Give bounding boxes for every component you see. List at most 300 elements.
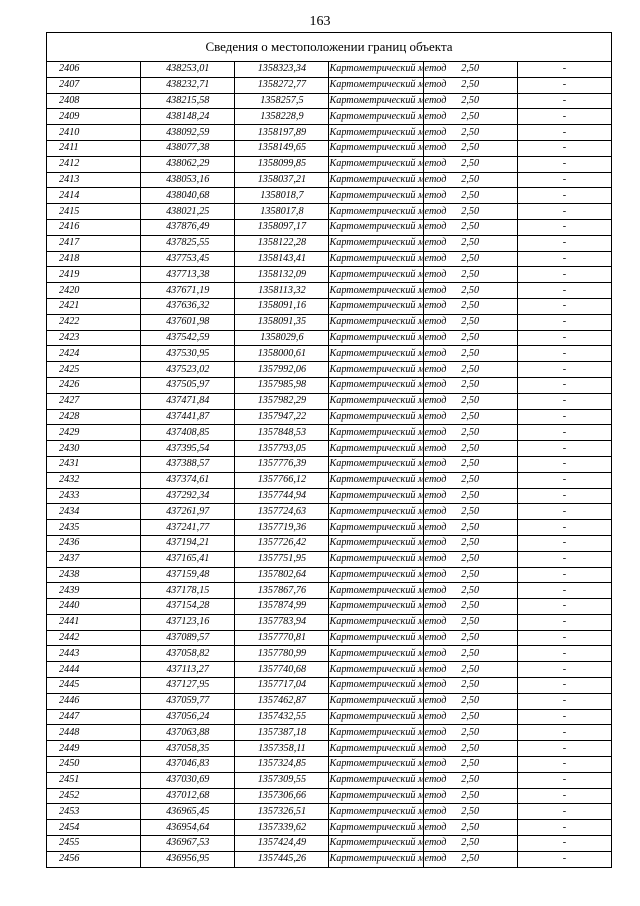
y-coordinate-cell: 1357719,36 xyxy=(235,520,329,536)
precision-cell: 2,50 xyxy=(423,62,517,78)
y-coordinate-cell: 1357867,76 xyxy=(235,583,329,599)
table-row xyxy=(47,267,612,283)
x-coordinate-cell: 437753,45 xyxy=(141,251,235,267)
precision-cell: 2,50 xyxy=(423,599,517,615)
table-row xyxy=(47,741,612,757)
method-cell: Картометрический метод xyxy=(329,283,423,299)
precision-cell: 2,50 xyxy=(423,377,517,393)
point-number-cell: 2426 xyxy=(47,377,141,393)
y-coordinate-cell: 1357740,68 xyxy=(235,662,329,678)
description-cell: - xyxy=(517,788,611,804)
table-header-row xyxy=(47,33,612,62)
point-number-cell: 2417 xyxy=(47,235,141,251)
precision-cell: 2,50 xyxy=(423,725,517,741)
method-cell: Картометрический метод xyxy=(329,456,423,472)
description-cell: - xyxy=(517,346,611,362)
method-cell: Картометрический метод xyxy=(329,851,423,867)
description-cell: - xyxy=(517,441,611,457)
table-row xyxy=(47,456,612,472)
method-cell: Картометрический метод xyxy=(329,646,423,662)
point-number-cell: 2440 xyxy=(47,599,141,615)
y-coordinate-cell: 1357387,18 xyxy=(235,725,329,741)
point-number-cell: 2433 xyxy=(47,488,141,504)
table-row xyxy=(47,156,612,172)
table-row xyxy=(47,93,612,109)
precision-cell: 2,50 xyxy=(423,488,517,504)
point-number-cell: 2434 xyxy=(47,504,141,520)
table-row xyxy=(47,820,612,836)
method-cell: Картометрический метод xyxy=(329,219,423,235)
y-coordinate-cell: 1358257,5 xyxy=(235,93,329,109)
description-cell: - xyxy=(517,393,611,409)
table-row xyxy=(47,172,612,188)
method-cell: Картометрический метод xyxy=(329,425,423,441)
precision-cell: 2,50 xyxy=(423,678,517,694)
table-row xyxy=(47,235,612,251)
description-cell: - xyxy=(517,488,611,504)
description-cell: - xyxy=(517,772,611,788)
description-cell: - xyxy=(517,62,611,78)
x-coordinate-cell: 437123,16 xyxy=(141,614,235,630)
description-cell: - xyxy=(517,678,611,694)
point-number-cell: 2421 xyxy=(47,298,141,314)
description-cell: - xyxy=(517,693,611,709)
method-cell: Картометрический метод xyxy=(329,599,423,615)
x-coordinate-cell: 436956,95 xyxy=(141,851,235,867)
method-cell: Картометрический метод xyxy=(329,235,423,251)
x-coordinate-cell: 437388,57 xyxy=(141,456,235,472)
x-coordinate-cell: 438021,25 xyxy=(141,204,235,220)
method-cell: Картометрический метод xyxy=(329,62,423,78)
table-row xyxy=(47,330,612,346)
method-cell: Картометрический метод xyxy=(329,836,423,852)
description-cell: - xyxy=(517,614,611,630)
point-number-cell: 2415 xyxy=(47,204,141,220)
precision-cell: 2,50 xyxy=(423,235,517,251)
method-cell: Картометрический метод xyxy=(329,393,423,409)
table-row xyxy=(47,662,612,678)
precision-cell: 2,50 xyxy=(423,93,517,109)
y-coordinate-cell: 1358149,65 xyxy=(235,140,329,156)
point-number-cell: 2407 xyxy=(47,77,141,93)
x-coordinate-cell: 438232,71 xyxy=(141,77,235,93)
description-cell: - xyxy=(517,804,611,820)
method-cell: Картометрический метод xyxy=(329,77,423,93)
description-cell: - xyxy=(517,267,611,283)
y-coordinate-cell: 1357462,87 xyxy=(235,693,329,709)
y-coordinate-cell: 1357848,53 xyxy=(235,425,329,441)
description-cell: - xyxy=(517,156,611,172)
point-number-cell: 2418 xyxy=(47,251,141,267)
description-cell: - xyxy=(517,820,611,836)
point-number-cell: 2429 xyxy=(47,425,141,441)
x-coordinate-cell: 437636,32 xyxy=(141,298,235,314)
y-coordinate-cell: 1358323,34 xyxy=(235,62,329,78)
point-number-cell: 2454 xyxy=(47,820,141,836)
description-cell: - xyxy=(517,219,611,235)
point-number-cell: 2420 xyxy=(47,283,141,299)
description-cell: - xyxy=(517,836,611,852)
y-coordinate-cell: 1357326,51 xyxy=(235,804,329,820)
method-cell: Картометрический метод xyxy=(329,741,423,757)
point-number-cell: 2446 xyxy=(47,693,141,709)
x-coordinate-cell: 437012,68 xyxy=(141,788,235,804)
table-row xyxy=(47,567,612,583)
description-cell: - xyxy=(517,172,611,188)
point-number-cell: 2412 xyxy=(47,156,141,172)
table-row xyxy=(47,298,612,314)
method-cell: Картометрический метод xyxy=(329,172,423,188)
y-coordinate-cell: 1357985,98 xyxy=(235,377,329,393)
table-row xyxy=(47,836,612,852)
x-coordinate-cell: 438253,01 xyxy=(141,62,235,78)
x-coordinate-cell: 437056,24 xyxy=(141,709,235,725)
y-coordinate-cell: 1357793,05 xyxy=(235,441,329,457)
precision-cell: 2,50 xyxy=(423,804,517,820)
precision-cell: 2,50 xyxy=(423,504,517,520)
method-cell: Картометрический метод xyxy=(329,377,423,393)
precision-cell: 2,50 xyxy=(423,741,517,757)
description-cell: - xyxy=(517,646,611,662)
precision-cell: 2,50 xyxy=(423,630,517,646)
x-coordinate-cell: 438053,16 xyxy=(141,172,235,188)
table-row xyxy=(47,362,612,378)
description-cell: - xyxy=(517,456,611,472)
x-coordinate-cell: 437165,41 xyxy=(141,551,235,567)
description-cell: - xyxy=(517,757,611,773)
precision-cell: 2,50 xyxy=(423,346,517,362)
precision-cell: 2,50 xyxy=(423,156,517,172)
description-cell: - xyxy=(517,599,611,615)
page-number: 163 xyxy=(309,14,331,29)
point-number-cell: 2409 xyxy=(47,109,141,125)
point-number-cell: 2439 xyxy=(47,583,141,599)
point-number-cell: 2450 xyxy=(47,757,141,773)
precision-cell: 2,50 xyxy=(423,188,517,204)
point-number-cell: 2427 xyxy=(47,393,141,409)
y-coordinate-cell: 1358122,28 xyxy=(235,235,329,251)
x-coordinate-cell: 437058,35 xyxy=(141,741,235,757)
precision-cell: 2,50 xyxy=(423,251,517,267)
method-cell: Картометрический метод xyxy=(329,551,423,567)
table-row xyxy=(47,646,612,662)
x-coordinate-cell: 437241,77 xyxy=(141,520,235,536)
table-row xyxy=(47,251,612,267)
method-cell: Картометрический метод xyxy=(329,251,423,267)
x-coordinate-cell: 437292,34 xyxy=(141,488,235,504)
point-number-cell: 2408 xyxy=(47,93,141,109)
x-coordinate-cell: 437030,69 xyxy=(141,772,235,788)
y-coordinate-cell: 1357309,55 xyxy=(235,772,329,788)
precision-cell: 2,50 xyxy=(423,204,517,220)
method-cell: Картометрический метод xyxy=(329,409,423,425)
description-cell: - xyxy=(517,551,611,567)
description-cell: - xyxy=(517,851,611,867)
x-coordinate-cell: 437113,27 xyxy=(141,662,235,678)
y-coordinate-cell: 1358099,85 xyxy=(235,156,329,172)
method-cell: Картометрический метод xyxy=(329,140,423,156)
x-coordinate-cell: 437374,61 xyxy=(141,472,235,488)
table-row xyxy=(47,472,612,488)
point-number-cell: 2455 xyxy=(47,836,141,852)
description-cell: - xyxy=(517,362,611,378)
table-row xyxy=(47,614,612,630)
table-row xyxy=(47,551,612,567)
y-coordinate-cell: 1357324,85 xyxy=(235,757,329,773)
point-number-cell: 2428 xyxy=(47,409,141,425)
y-coordinate-cell: 1358091,35 xyxy=(235,314,329,330)
point-number-cell: 2451 xyxy=(47,772,141,788)
x-coordinate-cell: 437601,98 xyxy=(141,314,235,330)
y-coordinate-cell: 1357751,95 xyxy=(235,551,329,567)
description-cell: - xyxy=(517,93,611,109)
description-cell: - xyxy=(517,504,611,520)
precision-cell: 2,50 xyxy=(423,172,517,188)
method-cell: Картометрический метод xyxy=(329,362,423,378)
description-cell: - xyxy=(517,109,611,125)
precision-cell: 2,50 xyxy=(423,693,517,709)
table-row xyxy=(47,188,612,204)
point-number-cell: 2424 xyxy=(47,346,141,362)
y-coordinate-cell: 1357947,22 xyxy=(235,409,329,425)
y-coordinate-cell: 1357776,39 xyxy=(235,456,329,472)
table-row xyxy=(47,488,612,504)
x-coordinate-cell: 437194,21 xyxy=(141,535,235,551)
description-cell: - xyxy=(517,140,611,156)
precision-cell: 2,50 xyxy=(423,772,517,788)
description-cell: - xyxy=(517,630,611,646)
table-row xyxy=(47,630,612,646)
method-cell: Картометрический метод xyxy=(329,441,423,457)
y-coordinate-cell: 1358132,09 xyxy=(235,267,329,283)
x-coordinate-cell: 437127,95 xyxy=(141,678,235,694)
precision-cell: 2,50 xyxy=(423,851,517,867)
precision-cell: 2,50 xyxy=(423,362,517,378)
y-coordinate-cell: 1357982,29 xyxy=(235,393,329,409)
x-coordinate-cell: 436965,45 xyxy=(141,804,235,820)
precision-cell: 2,50 xyxy=(423,125,517,141)
table-row xyxy=(47,678,612,694)
point-number-cell: 2435 xyxy=(47,520,141,536)
x-coordinate-cell: 437825,55 xyxy=(141,235,235,251)
table-row xyxy=(47,283,612,299)
point-number-cell: 2453 xyxy=(47,804,141,820)
method-cell: Картометрический метод xyxy=(329,504,423,520)
x-coordinate-cell: 438215,58 xyxy=(141,93,235,109)
x-coordinate-cell: 436954,64 xyxy=(141,820,235,836)
method-cell: Картометрический метод xyxy=(329,109,423,125)
description-cell: - xyxy=(517,583,611,599)
y-coordinate-cell: 1358018,7 xyxy=(235,188,329,204)
x-coordinate-cell: 438040,68 xyxy=(141,188,235,204)
description-cell: - xyxy=(517,235,611,251)
table-row xyxy=(47,520,612,536)
precision-cell: 2,50 xyxy=(423,520,517,536)
precision-cell: 2,50 xyxy=(423,456,517,472)
method-cell: Картометрический метод xyxy=(329,757,423,773)
x-coordinate-cell: 437505,97 xyxy=(141,377,235,393)
description-cell: - xyxy=(517,425,611,441)
method-cell: Картометрический метод xyxy=(329,583,423,599)
table-row xyxy=(47,377,612,393)
point-number-cell: 2444 xyxy=(47,662,141,678)
method-cell: Картометрический метод xyxy=(329,298,423,314)
x-coordinate-cell: 438062,29 xyxy=(141,156,235,172)
x-coordinate-cell: 436967,53 xyxy=(141,836,235,852)
y-coordinate-cell: 1358228,9 xyxy=(235,109,329,125)
table-row xyxy=(47,346,612,362)
method-cell: Картометрический метод xyxy=(329,662,423,678)
table-row xyxy=(47,788,612,804)
table-row xyxy=(47,219,612,235)
y-coordinate-cell: 1357306,66 xyxy=(235,788,329,804)
x-coordinate-cell: 437395,54 xyxy=(141,441,235,457)
y-coordinate-cell: 1357339,62 xyxy=(235,820,329,836)
description-cell: - xyxy=(517,330,611,346)
point-number-cell: 2430 xyxy=(47,441,141,457)
description-cell: - xyxy=(517,535,611,551)
method-cell: Картометрический метод xyxy=(329,520,423,536)
x-coordinate-cell: 437261,97 xyxy=(141,504,235,520)
point-number-cell: 2443 xyxy=(47,646,141,662)
point-number-cell: 2419 xyxy=(47,267,141,283)
precision-cell: 2,50 xyxy=(423,219,517,235)
description-cell: - xyxy=(517,283,611,299)
method-cell: Картометрический метод xyxy=(329,820,423,836)
x-coordinate-cell: 437876,49 xyxy=(141,219,235,235)
table-row xyxy=(47,583,612,599)
y-coordinate-cell: 1358029,6 xyxy=(235,330,329,346)
method-cell: Картометрический метод xyxy=(329,614,423,630)
y-coordinate-cell: 1357783,94 xyxy=(235,614,329,630)
method-cell: Картометрический метод xyxy=(329,472,423,488)
y-coordinate-cell: 1358000,61 xyxy=(235,346,329,362)
precision-cell: 2,50 xyxy=(423,551,517,567)
y-coordinate-cell: 1357744,94 xyxy=(235,488,329,504)
x-coordinate-cell: 437046,83 xyxy=(141,757,235,773)
table-row xyxy=(47,599,612,615)
y-coordinate-cell: 1357766,12 xyxy=(235,472,329,488)
description-cell: - xyxy=(517,520,611,536)
table-row xyxy=(47,109,612,125)
precision-cell: 2,50 xyxy=(423,709,517,725)
precision-cell: 2,50 xyxy=(423,283,517,299)
x-coordinate-cell: 437058,82 xyxy=(141,646,235,662)
precision-cell: 2,50 xyxy=(423,662,517,678)
description-cell: - xyxy=(517,709,611,725)
point-number-cell: 2442 xyxy=(47,630,141,646)
table-row xyxy=(47,77,612,93)
method-cell: Картометрический метод xyxy=(329,188,423,204)
table-row xyxy=(47,425,612,441)
table-row xyxy=(47,204,612,220)
point-number-cell: 2411 xyxy=(47,140,141,156)
method-cell: Картометрический метод xyxy=(329,204,423,220)
table-row xyxy=(47,393,612,409)
precision-cell: 2,50 xyxy=(423,140,517,156)
precision-cell: 2,50 xyxy=(423,535,517,551)
table-row xyxy=(47,535,612,551)
x-coordinate-cell: 437178,15 xyxy=(141,583,235,599)
precision-cell: 2,50 xyxy=(423,393,517,409)
method-cell: Картометрический метод xyxy=(329,535,423,551)
point-number-cell: 2452 xyxy=(47,788,141,804)
table-row xyxy=(47,709,612,725)
x-coordinate-cell: 437713,38 xyxy=(141,267,235,283)
x-coordinate-cell: 437063,88 xyxy=(141,725,235,741)
x-coordinate-cell: 437523,02 xyxy=(141,362,235,378)
point-number-cell: 2431 xyxy=(47,456,141,472)
method-cell: Картометрический метод xyxy=(329,693,423,709)
y-coordinate-cell: 1357780,99 xyxy=(235,646,329,662)
point-number-cell: 2447 xyxy=(47,709,141,725)
method-cell: Картометрический метод xyxy=(329,709,423,725)
description-cell: - xyxy=(517,472,611,488)
x-coordinate-cell: 438077,38 xyxy=(141,140,235,156)
description-cell: - xyxy=(517,725,611,741)
precision-cell: 2,50 xyxy=(423,836,517,852)
table-row xyxy=(47,851,612,867)
table-row xyxy=(47,314,612,330)
method-cell: Картометрический метод xyxy=(329,567,423,583)
y-coordinate-cell: 1358017,8 xyxy=(235,204,329,220)
precision-cell: 2,50 xyxy=(423,583,517,599)
description-cell: - xyxy=(517,567,611,583)
description-cell: - xyxy=(517,188,611,204)
y-coordinate-cell: 1357874,99 xyxy=(235,599,329,615)
method-cell: Картометрический метод xyxy=(329,725,423,741)
y-coordinate-cell: 1357992,06 xyxy=(235,362,329,378)
description-cell: - xyxy=(517,298,611,314)
y-coordinate-cell: 1357724,63 xyxy=(235,504,329,520)
description-cell: - xyxy=(517,377,611,393)
y-coordinate-cell: 1357358,11 xyxy=(235,741,329,757)
y-coordinate-cell: 1357770,81 xyxy=(235,630,329,646)
description-cell: - xyxy=(517,409,611,425)
table-row xyxy=(47,62,612,78)
method-cell: Картометрический метод xyxy=(329,804,423,820)
x-coordinate-cell: 437441,87 xyxy=(141,409,235,425)
table-row xyxy=(47,125,612,141)
y-coordinate-cell: 1358097,17 xyxy=(235,219,329,235)
x-coordinate-cell: 438092,59 xyxy=(141,125,235,141)
point-number-cell: 2456 xyxy=(47,851,141,867)
description-cell: - xyxy=(517,125,611,141)
y-coordinate-cell: 1357424,49 xyxy=(235,836,329,852)
point-number-cell: 2423 xyxy=(47,330,141,346)
x-coordinate-cell: 437408,85 xyxy=(141,425,235,441)
y-coordinate-cell: 1357802,64 xyxy=(235,567,329,583)
description-cell: - xyxy=(517,77,611,93)
x-coordinate-cell: 437671,19 xyxy=(141,283,235,299)
point-number-cell: 2437 xyxy=(47,551,141,567)
table-row xyxy=(47,441,612,457)
method-cell: Картометрический метод xyxy=(329,267,423,283)
x-coordinate-cell: 437154,28 xyxy=(141,599,235,615)
x-coordinate-cell: 437542,59 xyxy=(141,330,235,346)
method-cell: Картометрический метод xyxy=(329,125,423,141)
x-coordinate-cell: 437471,84 xyxy=(141,393,235,409)
precision-cell: 2,50 xyxy=(423,409,517,425)
precision-cell: 2,50 xyxy=(423,298,517,314)
point-number-cell: 2449 xyxy=(47,741,141,757)
point-number-cell: 2441 xyxy=(47,614,141,630)
method-cell: Картометрический метод xyxy=(329,346,423,362)
y-coordinate-cell: 1358197,89 xyxy=(235,125,329,141)
table-row xyxy=(47,725,612,741)
point-number-cell: 2422 xyxy=(47,314,141,330)
precision-cell: 2,50 xyxy=(423,646,517,662)
